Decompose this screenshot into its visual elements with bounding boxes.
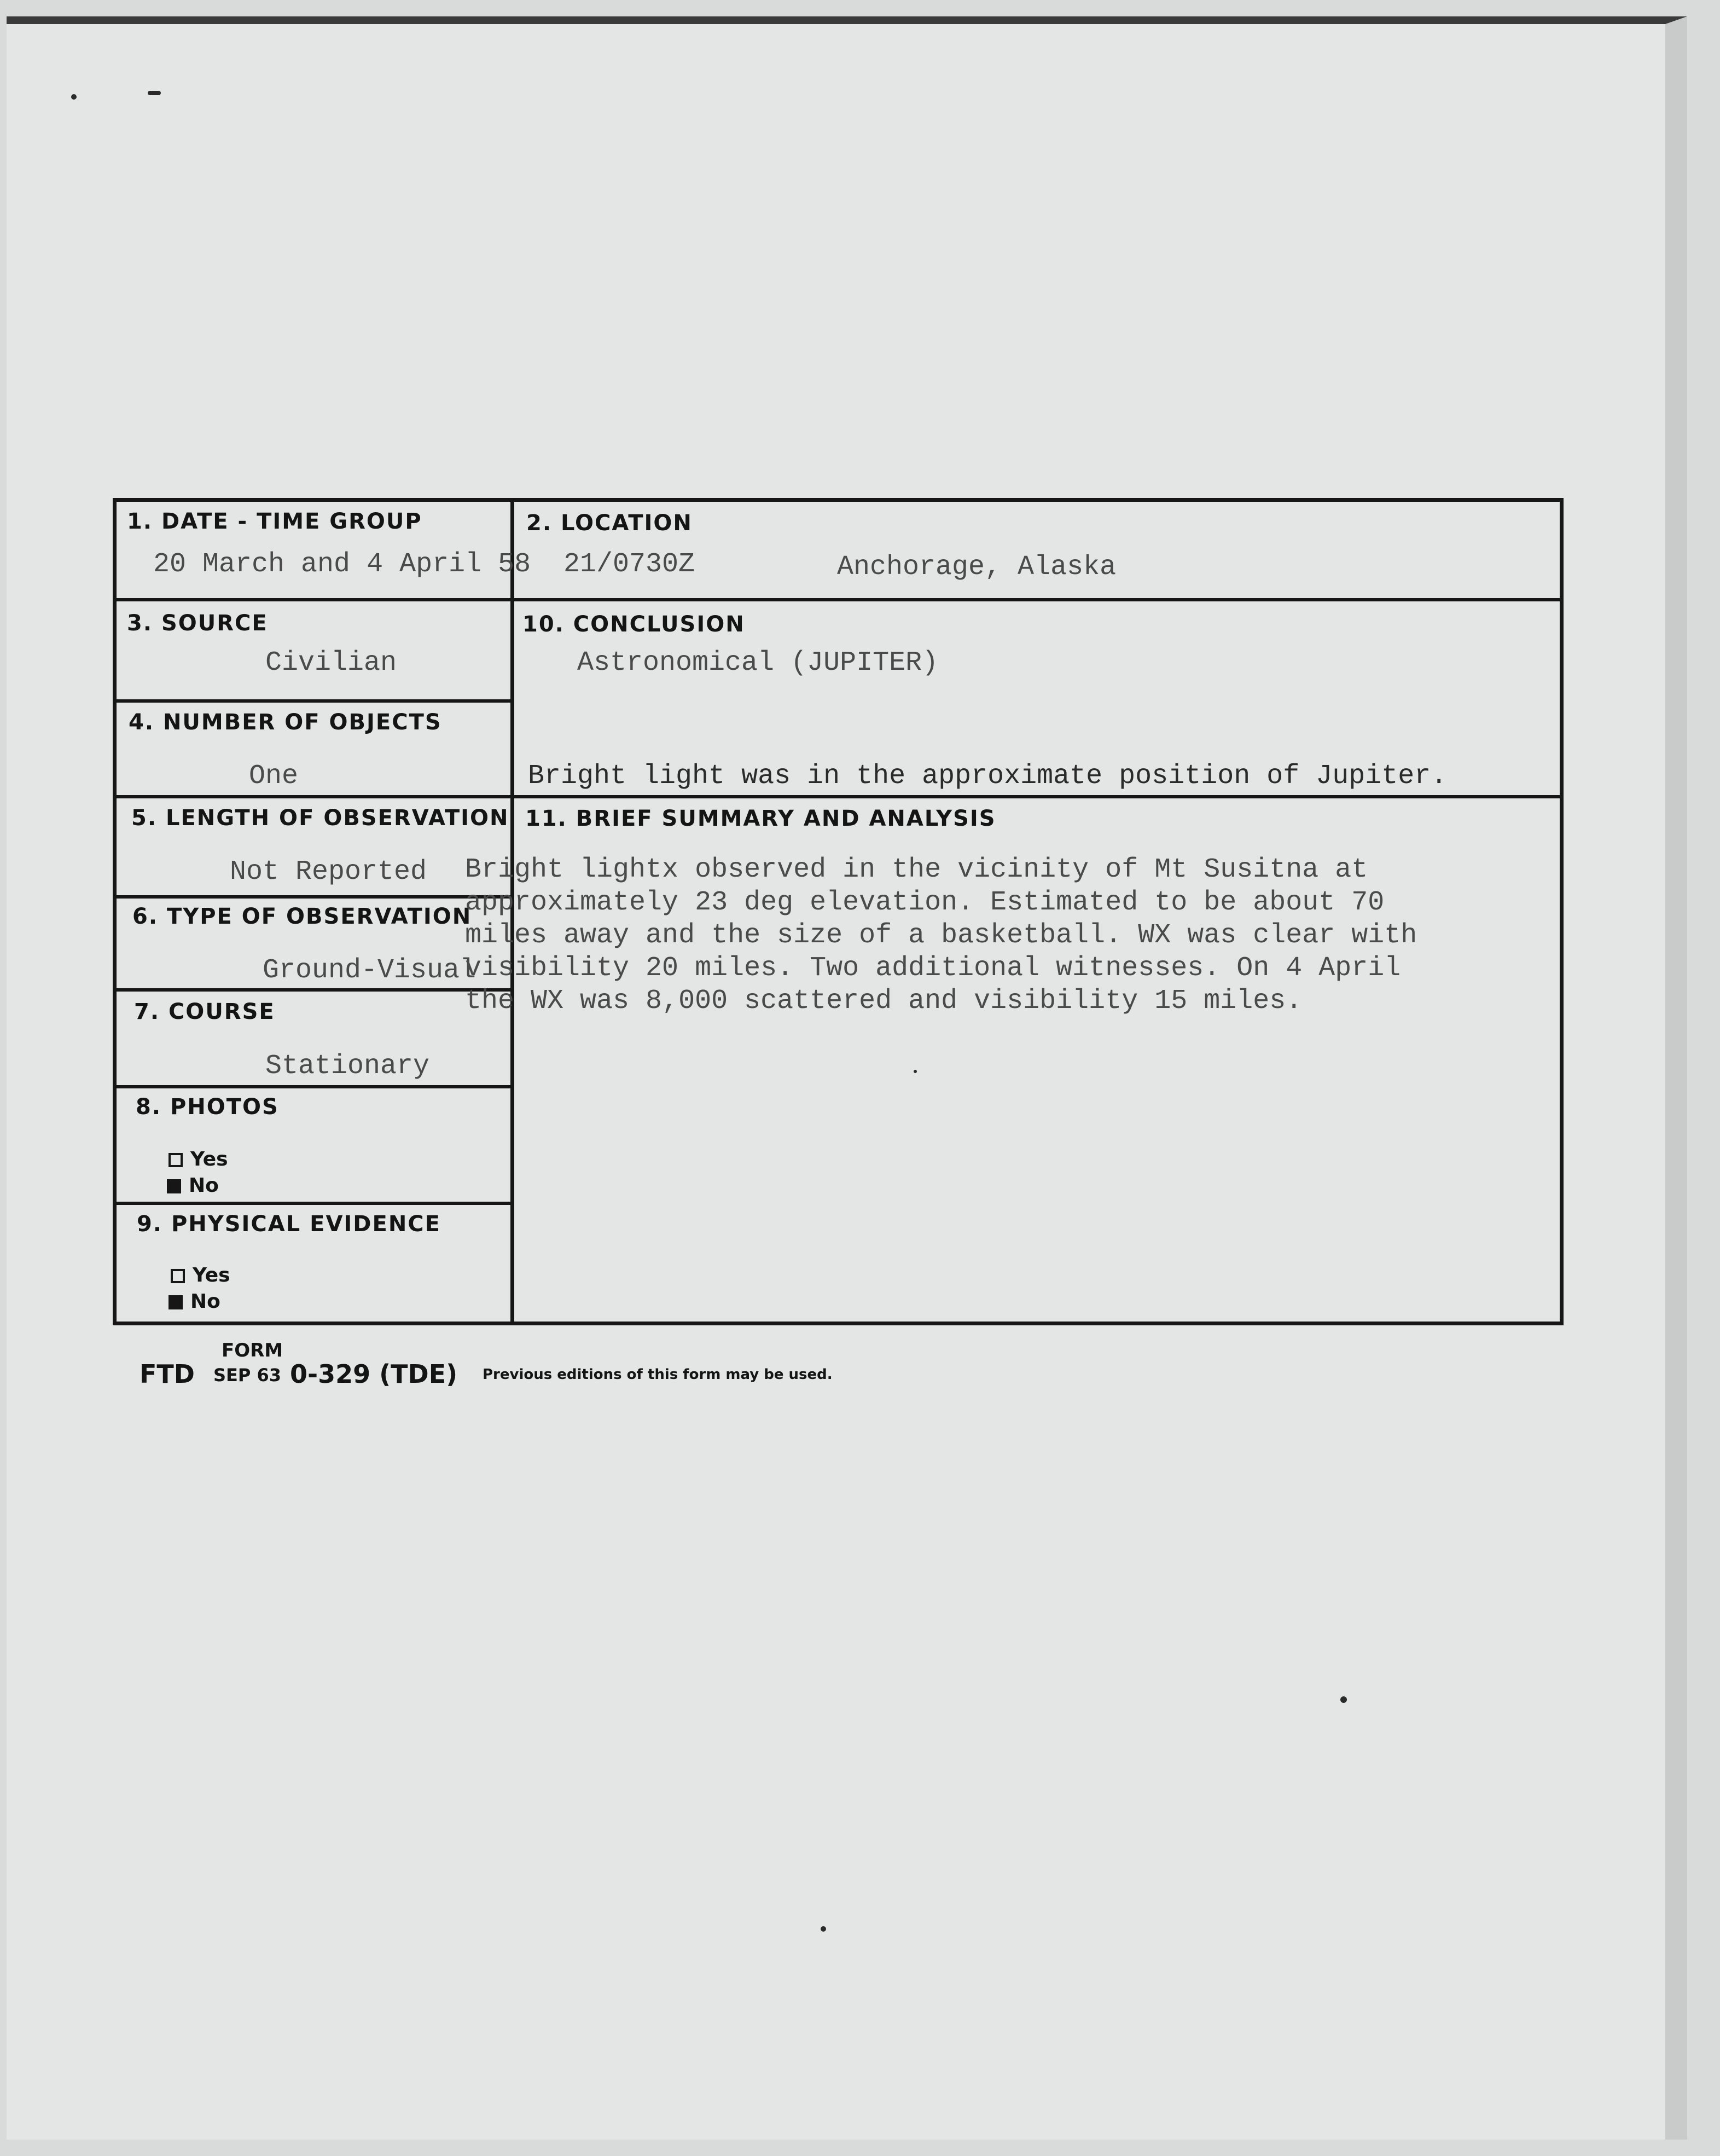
summary-label: 11. BRIEF SUMMARY AND ANALYSIS (525, 806, 996, 831)
summary-line: miles away and the size of a basketball. WX was clear with (465, 920, 1417, 951)
ink-speck (148, 91, 161, 95)
footer-form-word: FORM (222, 1340, 283, 1361)
conclusion-note: Bright light was in the approximate position of Jupiter. (528, 761, 1448, 792)
checked-checkbox-icon[interactable] (167, 1179, 181, 1193)
row-divider (113, 895, 512, 899)
row-divider (113, 988, 512, 992)
footer-ftd: FTD (140, 1359, 195, 1389)
physical-evidence-no-option[interactable] (168, 1290, 220, 1313)
footer-date-code: SEP 63 (213, 1365, 282, 1386)
photos-yes-label: Yes (190, 1148, 228, 1170)
ink-speck (71, 94, 77, 100)
row-divider (113, 795, 1564, 798)
photos-no-option[interactable] (167, 1174, 219, 1197)
row-divider (113, 1202, 512, 1205)
footer-note: Previous editions of this form may be used. (483, 1366, 833, 1383)
photos-no-label: No (189, 1174, 219, 1197)
date-value: 20 March and 4 April 58 (153, 549, 531, 580)
physical-evidence-yes-label: Yes (193, 1264, 230, 1286)
conclusion-value: Astronomical (JUPITER) (577, 647, 939, 679)
length-of-observation-value: Not Reported (230, 856, 427, 888)
physical-evidence-yes-option[interactable] (171, 1264, 230, 1286)
photos-yes-option[interactable] (168, 1148, 228, 1170)
type-of-observation-value: Ground-Visual (263, 955, 477, 986)
number-of-objects-value: One (249, 761, 299, 792)
physical-evidence-no-label: No (190, 1290, 220, 1313)
source-label: 3. SOURCE (127, 611, 268, 636)
course-label: 7. COURSE (134, 999, 275, 1024)
source-value: Civilian (265, 647, 397, 679)
checked-checkbox-icon[interactable] (168, 1295, 183, 1309)
date-time-group-label: 1. DATE - TIME GROUP (127, 509, 422, 534)
row-divider (113, 598, 1564, 601)
row-divider (113, 699, 512, 703)
course-value: Stationary (265, 1051, 430, 1082)
length-of-observation-label: 5. LENGTH OF OBSERVATION (131, 805, 509, 831)
time-value: 21/0730Z (563, 549, 695, 580)
summary-text (465, 854, 1554, 1018)
number-of-objects-label: 4. NUMBER OF OBJECTS (129, 710, 442, 735)
physical-evidence-label: 9. PHYSICAL EVIDENCE (137, 1212, 441, 1237)
checkbox-icon[interactable] (168, 1153, 183, 1167)
summary-line: the WX was 8,000 scattered and visibility 15 miles. (465, 986, 1303, 1017)
row-divider (113, 1085, 512, 1088)
type-of-observation-label: 6. TYPE OF OBSERVATION (132, 904, 472, 929)
location-label: 2. LOCATION (526, 511, 693, 536)
ink-speck (1340, 1696, 1347, 1703)
summary-line: visibility 20 miles. Two additional witnesses. On 4 April (465, 953, 1401, 984)
footer-form-number: 0-329 (TDE) (290, 1359, 458, 1389)
ink-speck (821, 1926, 826, 1932)
conclusion-label: 10. CONCLUSION (522, 612, 745, 637)
checkbox-icon[interactable] (171, 1269, 185, 1283)
summary-line: approximately 23 deg elevation. Estimated to be about 70 (465, 887, 1385, 918)
location-value: Anchorage, Alaska (837, 552, 1117, 583)
summary-line: Bright lightx observed in the vicinity of Mt Susitna at (465, 854, 1368, 885)
photos-label: 8. PHOTOS (136, 1094, 279, 1120)
